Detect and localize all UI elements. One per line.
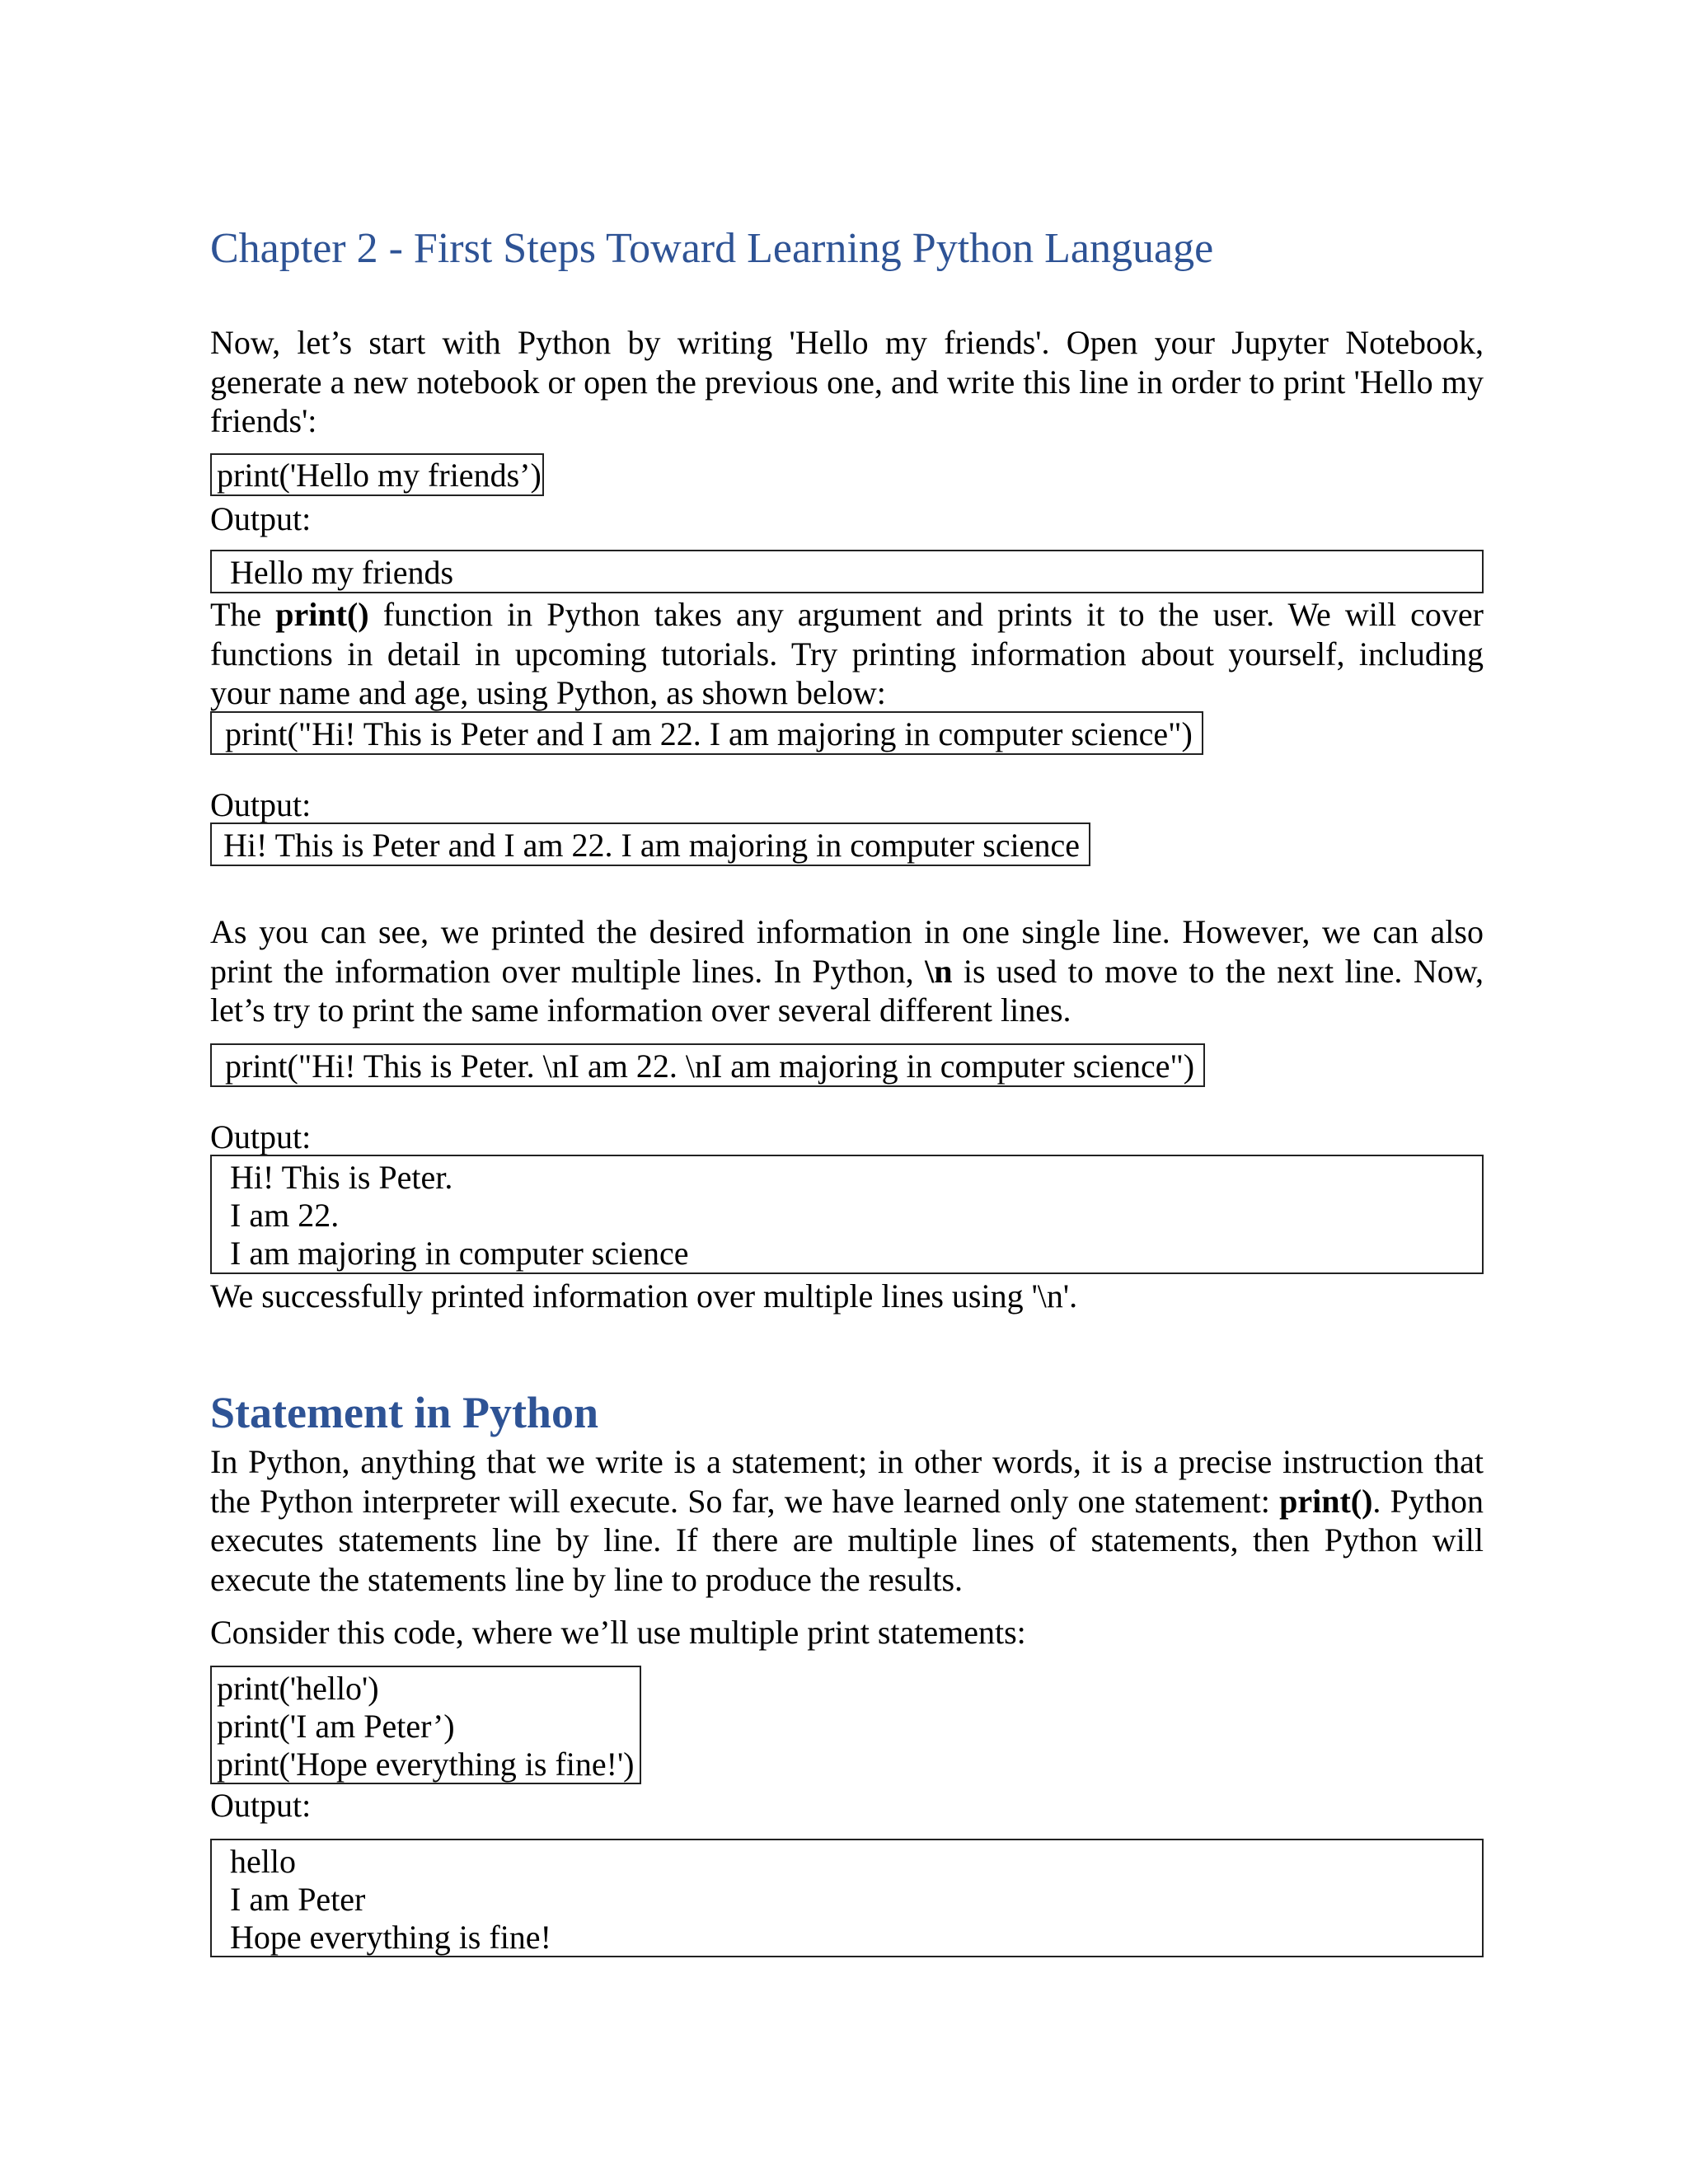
output-label: Output: (210, 786, 312, 823)
code-line: print("Hi! This is Peter. \nI am 22. \nI am majoring in computer science") (225, 1047, 1195, 1085)
output-block-multiple-prints (210, 1839, 1484, 1957)
consider-line: Consider this code, where we’ll use multiple print statements: (210, 1614, 1026, 1651)
output-line: I am Peter (230, 1881, 366, 1918)
output-block-multiline (210, 1155, 1484, 1274)
print-keyword: print() (1279, 1482, 1373, 1520)
output-label: Output: (210, 1787, 312, 1824)
output-block-peter (210, 823, 1090, 866)
newline-paragraph: As you can see, we printed the desired information in one single line. However, we can also print the information over multiple lines. In Python, \n is used to move to the next line. Now, let’s try to print the same information over several different lines. (210, 913, 1484, 1029)
output-label: Output: (210, 1118, 312, 1155)
print-function-paragraph: The print() function in Python takes any argument and prints it to the user. We will cover functions in detail in upcoming tutorials. Try printing information about yourself, including your name and age, using Python, as shown below: (210, 596, 1484, 711)
output-line: Hi! This is Peter. (230, 1159, 453, 1196)
output-label: Output: (210, 500, 312, 537)
code-line: print('Hope everything is fine!') (217, 1746, 635, 1783)
code-line: print('I am Peter’) (217, 1708, 455, 1745)
code-line: print('hello') (217, 1670, 379, 1707)
code-block-peter (210, 711, 1203, 755)
code-block-newline (210, 1043, 1205, 1087)
output-block-hello (210, 550, 1484, 593)
code-block-hello (210, 453, 544, 496)
intro-paragraph: Now, let’s start with Python by writing 'Hello my friends'. Open your Jupyter Notebook, generate a new notebook or open the previous one, and write this line in order to print 'Hello my friends': (210, 324, 1484, 439)
output-line: I am majoring in computer science (230, 1235, 689, 1272)
code-block-multiple-prints (210, 1666, 641, 1784)
output-line: I am 22. (230, 1197, 340, 1234)
output-line: hello (230, 1843, 296, 1880)
success-line: We successfully printed information over multiple lines using '\n'. (210, 1277, 1078, 1315)
section-title: Statement in Python (210, 1388, 598, 1437)
newline-keyword: \n (925, 952, 953, 990)
print-keyword: print() (275, 596, 369, 633)
code-line: print('Hello my friends’) (217, 457, 542, 494)
chapter-title: Chapter 2 - First Steps Toward Learning Python Language (210, 225, 1214, 272)
output-line: Hello my friends (230, 554, 454, 591)
output-line: Hope everything is fine! (230, 1919, 551, 1956)
code-line: print("Hi! This is Peter and I am 22. I am majoring in computer science") (225, 715, 1193, 752)
output-line: Hi! This is Peter and I am 22. I am majoring in computer science (223, 827, 1080, 864)
statement-paragraph: In Python, anything that we write is a statement; in other words, it is a precise instruction that the Python interpreter will execute. So far, we have learned only one statement: print(). Python executes statements line by line. If there are multiple lines of statements, then Python will execute the statements line by line to produce the results. (210, 1443, 1484, 1598)
